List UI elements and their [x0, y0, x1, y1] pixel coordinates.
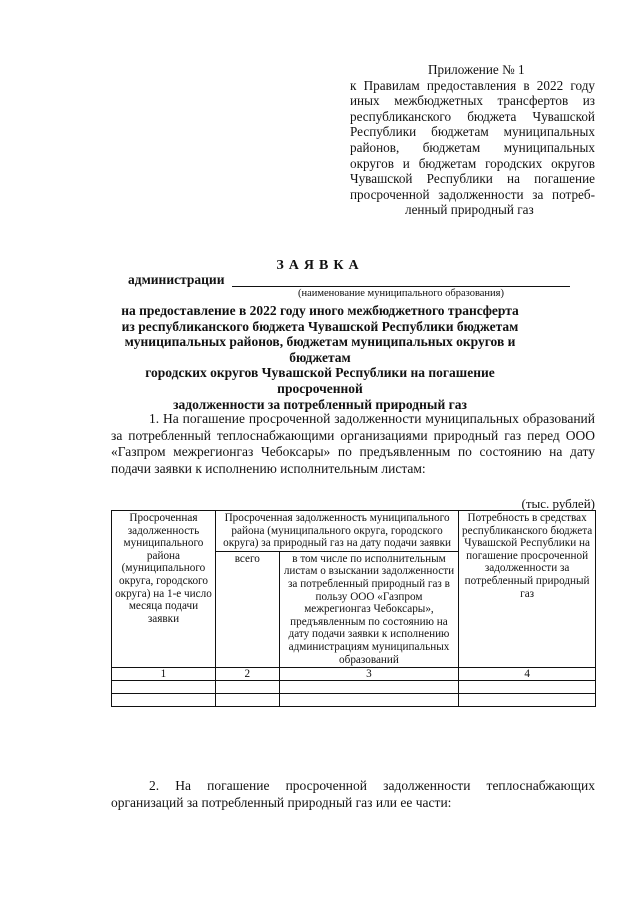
appendix-line: просроченной задолженности за потреб-	[350, 186, 595, 202]
section-1	[111, 411, 595, 477]
sub-header-incl: в том числе по исполнительным листам о взыскании задолженности за потребленный природный газ в пользу ООО «Газпром межрегионгаз Чебоксары», предъявленным по состоянию на дату подачи заявки к исполнению администрациям муниципальных образований	[279, 551, 459, 667]
purpose-line: задолженности за потребленный природный газ	[173, 396, 467, 412]
col-number: 1	[112, 668, 216, 681]
admin-label: администрации	[128, 272, 225, 287]
appendix-line: к Правилам предоставления в 2022 году	[350, 77, 595, 93]
admin-caption: (наименование муниципального образования)	[297, 288, 505, 299]
purpose-line: из республиканского бюджета Чувашской Республики бюджетам	[121, 318, 519, 334]
table-cell[interactable]	[215, 681, 279, 694]
col1-header: Просроченная задолженность муниципального района (муниципального округа, городского округа) на 1-е число месяца подачи заявки	[112, 511, 216, 668]
appendix-line: Республики бюджетам муниципальных	[350, 124, 595, 140]
table-cell[interactable]	[215, 694, 279, 707]
appendix-line: округов и бюджетам городских округов	[350, 155, 595, 171]
table-cell[interactable]	[459, 694, 596, 707]
purpose-block	[110, 303, 530, 412]
group-header: Просроченная задолженность муниципального района (муниципального округа, городского округа) за природный газ на дату подачи заявки	[215, 511, 458, 552]
col-number: 2	[215, 668, 279, 681]
appendix-line: Чувашской Республики на погашение	[350, 171, 595, 187]
col-number: 3	[279, 668, 459, 681]
appendix-line: республиканского бюджета Чувашской	[350, 108, 595, 124]
table-cell[interactable]	[112, 694, 216, 707]
appendix-line: районов, бюджетам муниципальных	[350, 139, 595, 155]
debt-table	[111, 510, 596, 707]
col-number: 4	[459, 668, 596, 681]
section-2	[111, 778, 595, 811]
sub-header-all: всего	[215, 551, 279, 667]
table-cell[interactable]	[112, 681, 216, 694]
purpose-line: на предоставление в 2022 году иного межбюджетного трансферта	[121, 303, 519, 318]
section-2-text: 2. На погашение просроченной задолженности теплоснабжающих организаций за потребленный природный газ или ее части:	[111, 778, 595, 810]
appendix-line: ленный природный газ	[405, 202, 534, 218]
table-cell[interactable]	[279, 681, 459, 694]
table-cell[interactable]	[459, 681, 596, 694]
table-cell[interactable]	[279, 694, 459, 707]
units-label: (тыс. рублей)	[521, 496, 595, 511]
appendix-line: иных межбюджетных трансфертов из	[350, 93, 595, 109]
document-title: ЗАЯВКА	[276, 258, 364, 273]
admin-fill-line	[232, 286, 570, 287]
appendix-heading: Приложение № 1	[428, 62, 525, 77]
purpose-line: муниципальных районов, бюджетам муниципальных округов и бюджетам	[124, 334, 516, 365]
appendix-block	[350, 62, 595, 218]
col4-header: Потребность в средствах республиканского бюджета Чувашской Республики на погашение просроченной задолженности за потребленный природный газ	[459, 511, 596, 668]
section-1-text: 1. На погашение просроченной задолженности муниципальных образований за потребленный теплоснабжающими организациями природный газ перед ООО «Газпром межрегионгаз Чебоксары» по предъявленным по состоянию на дату подачи заявки к исполнению исполнительным листам:	[111, 411, 595, 476]
purpose-line: городских округов Чувашской Республики на погашение просроченной	[145, 365, 495, 396]
